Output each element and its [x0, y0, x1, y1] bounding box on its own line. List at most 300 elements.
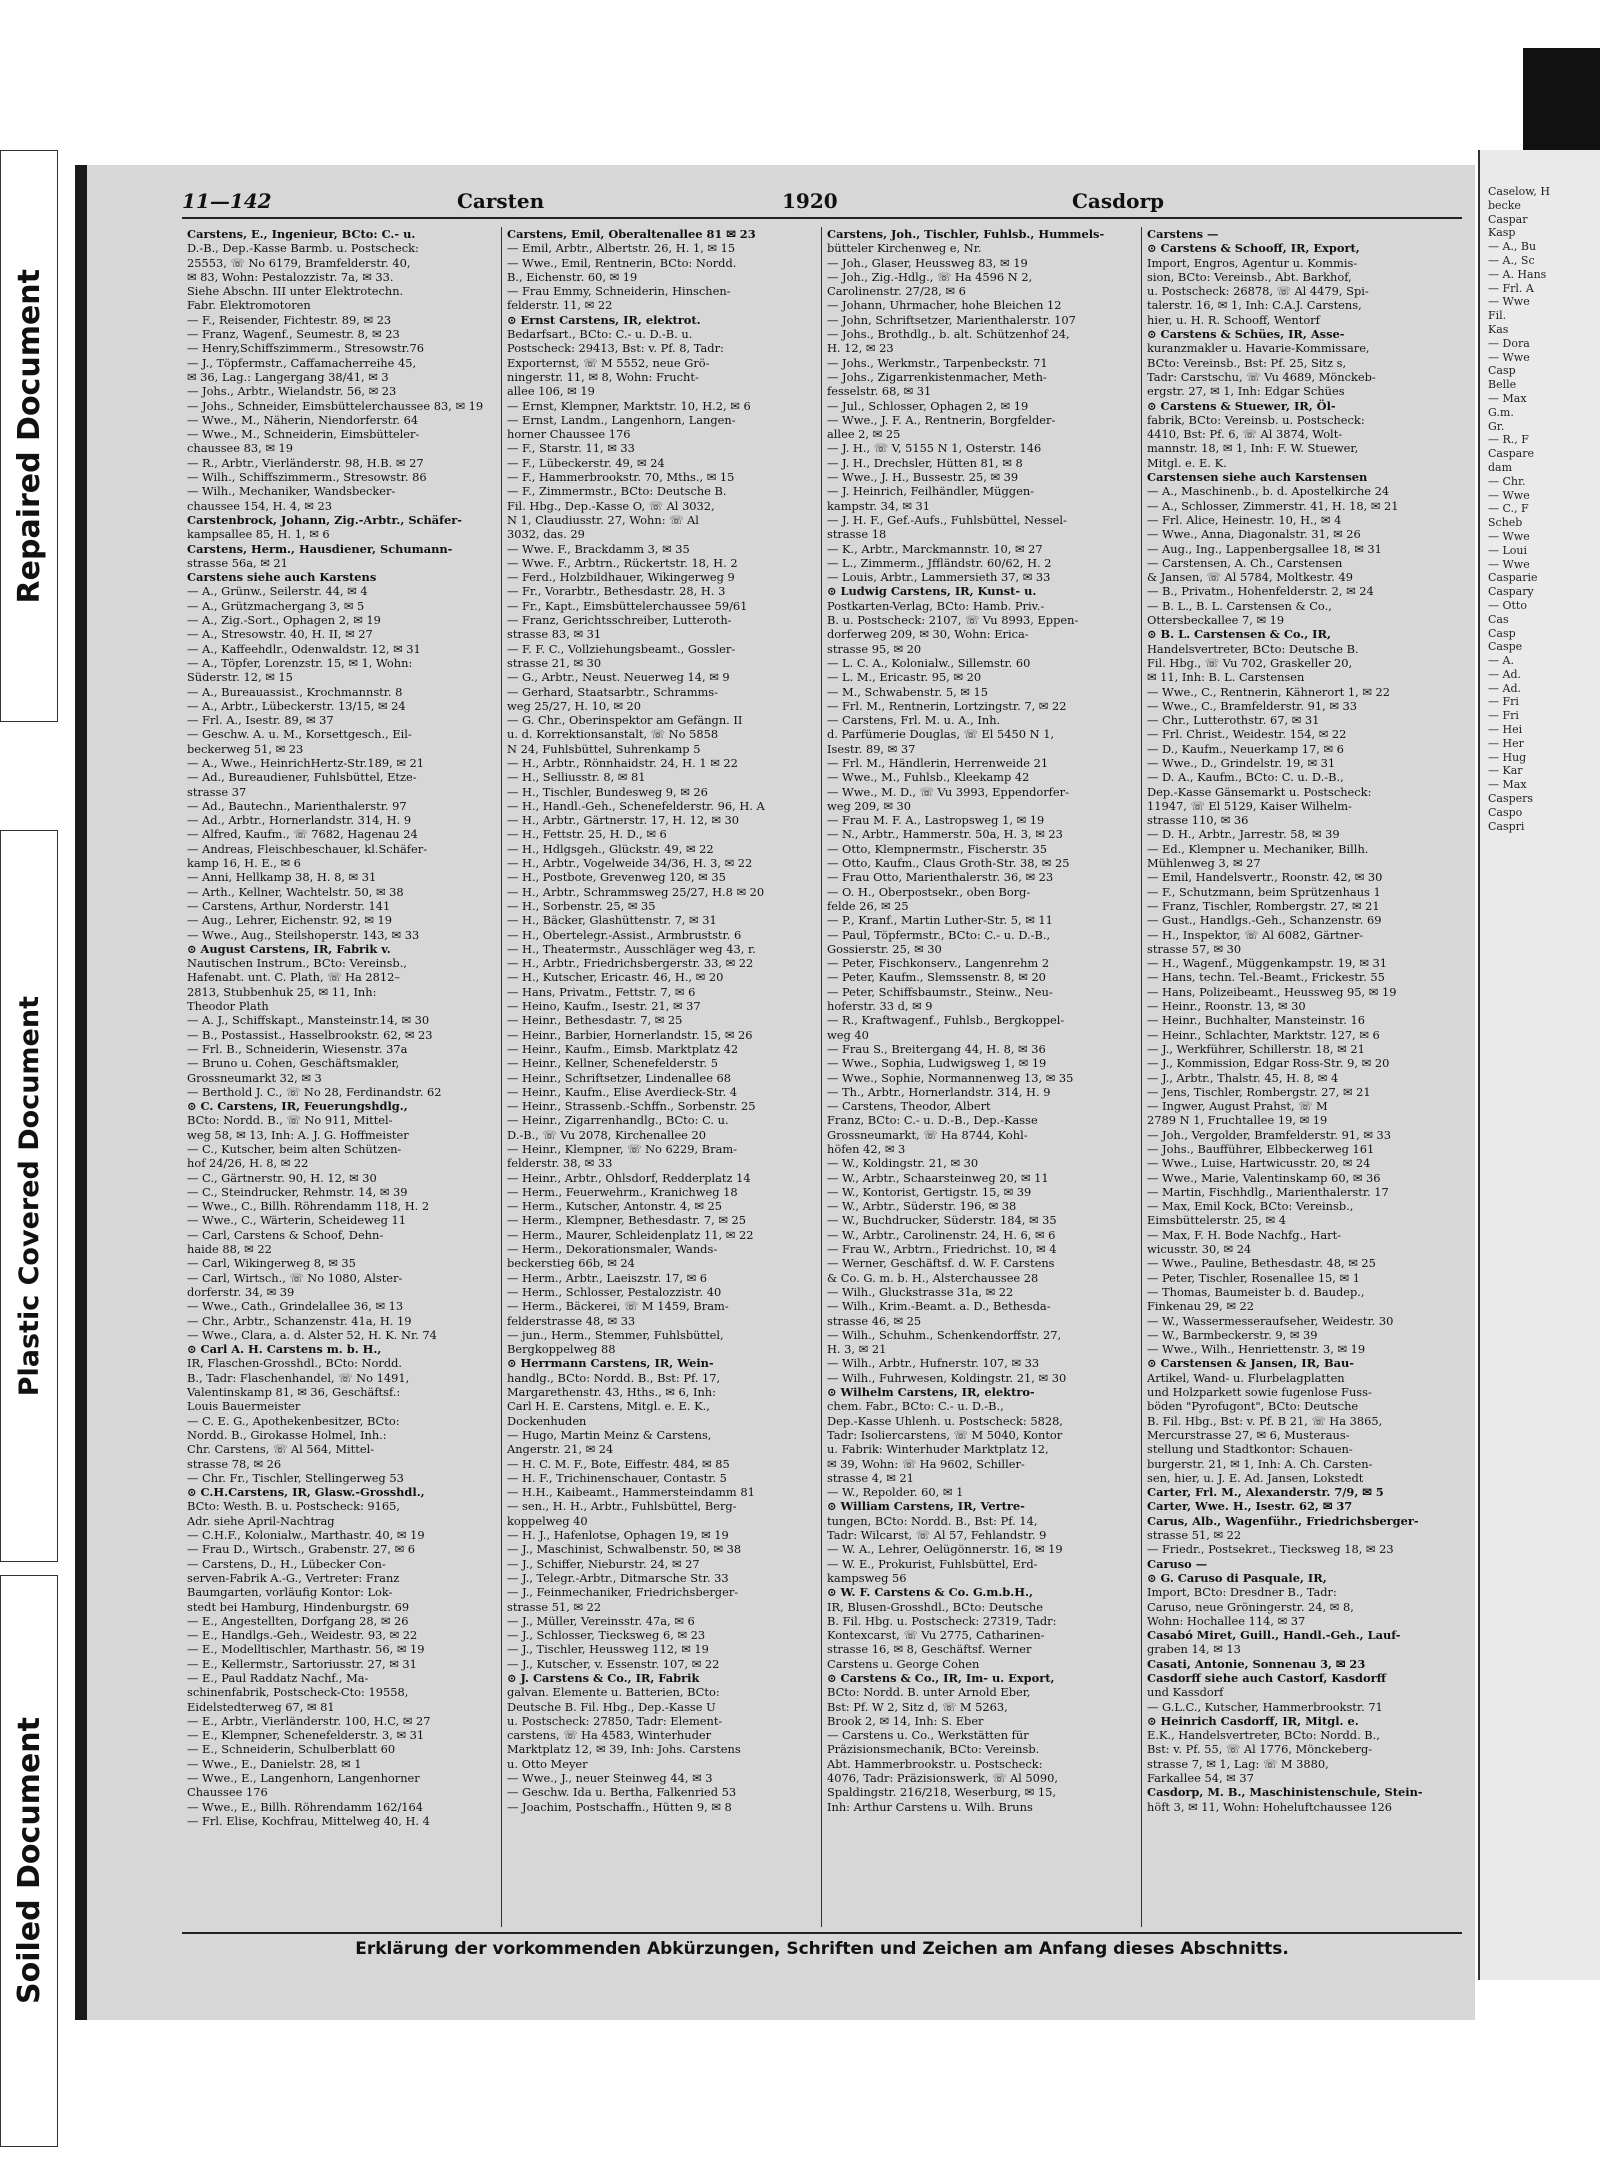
directory-entry: strasse 57, ✉ 30 — [1147, 941, 1242, 956]
column-2 — [502, 227, 822, 1927]
next-page-edge-line: — Wwe — [1488, 529, 1530, 543]
directory-entry: — Frl. Alice, Heinestr. 10, H., ✉ 4 — [1147, 512, 1342, 527]
directory-entry: ⊙ Ludwig Carstens, IR, Kunst- u. — [827, 584, 1037, 599]
directory-entry: höfen 42, ✉ 3 — [827, 1142, 906, 1156]
directory-entry: — H., Wagenf., Müggenkampstr. 19, ✉ 31 — [1147, 956, 1388, 971]
directory-entry: Fil. Hbg., ☏ Vu 702, Graskeller 20, — [1147, 655, 1353, 670]
directory-entry: Tadr: Wilcarst, ☏ Al 57, Fehlandstr. 9 — [827, 1528, 1047, 1543]
directory-entry: ✉ 11, Inh: B. L. Carstensen — [1147, 670, 1305, 685]
directory-entry: strasse 7, ✉ 1, Lag: ☏ M 3880, — [1147, 1756, 1329, 1771]
directory-entry: — Ad., Bureaudiener, Fuhlsbüttel, Etze- — [187, 770, 417, 785]
next-page-edge-line: Caspary — [1488, 585, 1534, 599]
next-page-edge-line: — Kar — [1488, 764, 1523, 778]
directory-entry: — H., Sorbenstr. 25, ✉ 35 — [507, 898, 656, 913]
directory-entry: kampstr. 34, ✉ 31 — [827, 498, 931, 513]
directory-entry: — H., Arbtr., Friedrichsbergerstr. 33, ✉ 22 — [507, 956, 754, 971]
next-page-edge — [1478, 150, 1600, 1980]
next-page-edge-line: — Fri — [1488, 695, 1519, 709]
directory-entry: — E., Angestellten, Dorfgang 28, ✉ 26 — [187, 1613, 409, 1628]
directory-entry: — Otto, Klempnermstr., Fischerstr. 35 — [827, 841, 1048, 856]
directory-entry: Kontexcarst, ☏ Vu 2775, Catharinen- — [827, 1628, 1045, 1643]
directory-entry: — Carl, Carstens & Schoof, Dehn- — [187, 1227, 384, 1242]
directory-entry: — Peter, Kaufm., Slemssenstr. 8, ✉ 20 — [827, 970, 1046, 985]
directory-entry: — Heinr., Roonstr. 13, ✉ 30 — [1147, 999, 1306, 1014]
directory-entry: — Johs., Werkmstr., Tarpenbeckstr. 71 — [827, 355, 1048, 370]
directory-entry: — F., Starstr. 11, ✉ 33 — [507, 441, 635, 456]
column-1 — [182, 227, 502, 1927]
directory-entry: — Louis, Arbtr., Lammersieth 37, ✉ 33 — [827, 570, 1051, 585]
directory-entry: — H., Arbtr., Rönnhaidstr. 24, H. 1 ✉ 22 — [507, 755, 738, 770]
directory-entry: — Wwe., C., Bramfelderstr. 91, ✉ 33 — [1147, 698, 1357, 713]
next-page-edge-line: — Wwe — [1488, 488, 1530, 502]
directory-entry: Abt. Hammerbrookstr. u. Postscheck: — [827, 1756, 1043, 1771]
directory-entry: ningerstr. 11, ✉ 8, Wohn: Frucht- — [507, 369, 699, 384]
next-page-edge-line: — A. Hans — [1488, 267, 1547, 281]
directory-entry: Ottersbeckallee 7, ✉ 19 — [1147, 613, 1285, 628]
directory-entry: — E., Modelltischler, Marthastr. 56, ✉ 19 — [187, 1642, 425, 1657]
year: 1920 — [782, 189, 838, 213]
directory-entry: 4410, Bst: Pf. 6, ☏ Al 3874, Wolt- — [1147, 427, 1343, 442]
label-repaired-document — [0, 150, 58, 722]
next-page-edge-line: — C., F — [1488, 502, 1529, 516]
next-page-edge-line: — Fri — [1488, 709, 1519, 723]
directory-entry: Siehe Abschn. III unter Elektrotechn. — [187, 284, 404, 299]
next-page-edge-line: — A. — [1488, 654, 1514, 668]
directory-entry: strasse 95, ✉ 20 — [827, 641, 922, 656]
directory-entry: — A., Töpfer, Lorenzstr. 15, ✉ 1, Wohn: — [187, 655, 413, 670]
directory-entry: Valentinskamp 81, ✉ 36, Geschäftsf.: — [187, 1385, 401, 1400]
directory-entry: kampsweg 56 — [827, 1570, 907, 1585]
directory-entry: — Max, Emil Kock, BCto: Vereinsb., — [1147, 1199, 1354, 1214]
directory-entry: bütteler Kirchenweg e, Nr. — [827, 241, 982, 256]
directory-entry: 3032, das. 29 — [507, 527, 585, 542]
directory-entry: — Jens, Tischler, Rombergstr. 27, ✉ 21 — [1147, 1084, 1371, 1099]
directory-entry: — Heinr., Zigarrenhandlg., BCto: C. u. — [507, 1113, 729, 1128]
directory-entry: — Johann, Uhrmacher, hohe Bleichen 12 — [827, 298, 1062, 313]
directory-entry: — Herm., Bäckerei, ☏ M 1459, Bram- — [507, 1299, 729, 1314]
label-soiled-text: Soiled Document — [11, 1717, 47, 2005]
directory-entry: hier, u. H. R. Schooff, Wentorf — [1147, 312, 1320, 327]
directory-entry: — Carstens, D., H., Lübecker Con- — [187, 1556, 386, 1571]
directory-entry: B. Fil. Hbg., Bst: v. Pf. B 21, ☏ Ha 3865, — [1147, 1413, 1383, 1428]
directory-entry: — Carstens, Frl. M. u. A., Inh. — [827, 713, 1001, 728]
directory-entry: — Wilh., Schuhm., Schenkendorffstr. 27, — [827, 1327, 1062, 1342]
directory-entry: B., Tadr: Flaschenhandel, ☏ No 1491, — [187, 1370, 410, 1385]
directory-entry: ⊙ Herrmann Carstens, IR, Wein- — [507, 1356, 714, 1371]
directory-entry: — Fr., Kapt., Eimsbüttelerchaussee 59/61 — [507, 598, 748, 613]
directory-entry: — F., Lübeckerstr. 49, ✉ 24 — [507, 455, 665, 470]
next-page-edge-line: Caspers — [1488, 792, 1534, 806]
directory-entry: Carter, Frl. M., Alexanderstr. 7/9, ✉ 5 — [1147, 1485, 1384, 1500]
directory-entry: — W., Wassermesseraufseher, Weidestr. 30 — [1147, 1313, 1394, 1328]
directory-entry: — Carl, Wirtsch., ☏ No 1080, Alster- — [187, 1270, 403, 1285]
directory-entry: — Chr., Arbtr., Schanzenstr. 41a, H. 19 — [187, 1313, 412, 1328]
directory-entry: D.-B., Dep.-Kasse Barmb. u. Postscheck: — [187, 241, 419, 256]
directory-page — [75, 165, 1475, 2020]
directory-entry: — Hans, Privatm., Fettstr. 7, ✉ 6 — [507, 984, 696, 999]
next-page-edge-line: Caspri — [1488, 819, 1525, 833]
directory-entry: — Herm., Arbtr., Laeiszstr. 17, ✉ 6 — [507, 1270, 707, 1285]
directory-entry: Tadr: Isoliercarstens, ☏ M 5040, Kontor — [827, 1427, 1063, 1442]
directory-entry: Casdorff siehe auch Castorf, Kasdorff — [1147, 1670, 1386, 1685]
directory-entry: Carstens siehe auch Karstens — [187, 570, 377, 585]
next-page-edge-line: G.m. — [1488, 405, 1514, 419]
directory-entry: felderstrasse 48, ✉ 33 — [507, 1313, 636, 1328]
directory-entry: — Frau D., Wirtsch., Grabenstr. 27, ✉ 6 — [187, 1542, 416, 1557]
directory-entry: — A. J., Schiffskapt., Mansteinstr.14, ✉ 30 — [187, 1013, 430, 1028]
directory-entry: — A., Grünw., Seilerstr. 44, ✉ 4 — [187, 584, 368, 599]
directory-entry: Marktplatz 12, ✉ 39, Inh: Johs. Carstens — [507, 1742, 741, 1757]
directory-entry: — Max, F. H. Bode Nachfg., Hart- — [1147, 1227, 1341, 1242]
label-plastic-text: Plastic Covered Document — [13, 995, 45, 1397]
directory-entry: Nautischen Instrum., BCto: Vereinsb., — [187, 956, 407, 971]
directory-entry: ⊙ Carstensen & Jansen, IR, Bau- — [1147, 1356, 1354, 1371]
directory-entry: — W., Arbtr., Schaarsteinweg 20, ✉ 11 — [827, 1170, 1049, 1185]
directory-entry: Isestr. 89, ✉ 37 — [827, 741, 916, 756]
directory-entry: — Johs., Arbtr., Wielandstr. 56, ✉ 23 — [187, 384, 397, 399]
directory-entry: — G.L.C., Kutscher, Hammerbrookstr. 71 — [1147, 1699, 1383, 1714]
directory-entry: — D. H., Arbtr., Jarrestr. 58, ✉ 39 — [1147, 827, 1340, 842]
directory-entry: haide 88, ✉ 22 — [187, 1242, 272, 1257]
next-page-edge-line: Caselow, H — [1488, 185, 1550, 198]
directory-entry: — Wwe., Clara, a. d. Alster 52, H. K. Nr. 74 — [187, 1327, 437, 1342]
directory-entry: — J. H., ☏ V, 5155 N 1, Osterstr. 146 — [827, 441, 1042, 456]
directory-entry: kamp 16, H. E., ✉ 6 — [187, 856, 301, 871]
directory-entry: 2813, Stubbenhuk 25, ✉ 11, Inh: — [187, 984, 377, 999]
directory-entry: galvan. Elemente u. Batterien, BCto: — [507, 1685, 720, 1700]
directory-entry: IR, Flaschen-Grosshdl., BCto: Nordd. — [187, 1356, 403, 1371]
directory-entry: Artikel, Wand- u. Flurbelagplatten — [1147, 1370, 1345, 1385]
directory-entry: B., Eichenstr. 60, ✉ 19 — [507, 269, 638, 284]
running-name-left: Carsten — [457, 189, 545, 213]
directory-entry: N 1, Claudiusstr. 27, Wohn: ☏ Al — [507, 512, 699, 527]
directory-entry: — L. M., Ericastr. 95, ✉ 20 — [827, 670, 982, 685]
directory-entry: mannstr. 18, ✉ 1, Inh: F. W. Stuewer, — [1147, 441, 1359, 456]
directory-entry: felderstr. 11, ✉ 22 — [507, 298, 613, 313]
directory-entry: — Emil, Handelsvertr., Roonstr. 42, ✉ 30 — [1147, 870, 1383, 885]
directory-entry: — Herm., Kutscher, Antonstr. 4, ✉ 25 — [507, 1199, 723, 1214]
directory-entry: — W. A., Lehrer, Oelügönnerstr. 16, ✉ 19 — [827, 1542, 1063, 1557]
directory-entry: — R., Arbtr., Vierländerstr. 98, H.B. ✉ 27 — [187, 455, 424, 470]
directory-entry: — Wwe., C., Billh. Röhrendamm 118, H. 2 — [187, 1199, 430, 1214]
directory-entry: carstens, ☏ Ha 4583, Winterhuder — [507, 1728, 712, 1743]
directory-entry: Carus, Alb., Wagenführ., Friedrichsberger- — [1147, 1513, 1419, 1528]
directory-entry: Finkenau 29, ✉ 22 — [1147, 1299, 1255, 1314]
directory-entry: Casabó Miret, Guill., Handl.-Geh., Lauf- — [1147, 1628, 1401, 1643]
directory-entry: — Wwe., D., Grindelstr. 19, ✉ 31 — [1147, 755, 1336, 770]
directory-entry: u. Postscheck: 27850, Tadr: Element- — [507, 1713, 723, 1728]
directory-entry: — L., Zimmerm., Jffländstr. 60/62, H. 2 — [827, 555, 1052, 570]
label-plastic-covered-document — [0, 830, 58, 1562]
directory-entry: Mitgl. e. E. K. — [1147, 455, 1227, 470]
directory-entry: — G. Chr., Oberinspektor am Gefängn. II — [507, 713, 743, 728]
entry-columns — [182, 227, 1462, 1927]
directory-entry: — Heinr., Buchhalter, Mansteinstr. 16 — [1147, 1013, 1365, 1028]
directory-entry: — Henry,Schiffszimmerm., Stresowstr.76 — [187, 341, 424, 356]
directory-entry: — H., Obertelegr.-Assist., Armbruststr. 6 — [507, 927, 742, 942]
directory-entry: — W., Koldingstr. 21, ✉ 30 — [827, 1156, 979, 1171]
directory-entry: — Franz, Gerichtsschreiber, Lutteroth- — [507, 613, 732, 628]
directory-entry: Louis Bauermeister — [187, 1399, 301, 1414]
directory-entry: hoferstr. 33 d, ✉ 9 — [827, 999, 933, 1014]
directory-entry: — Wwe., Marie, Valentinskamp 60, ✉ 36 — [1147, 1170, 1381, 1185]
directory-entry: — J. Heinrich, Feilhändler, Müggen- — [827, 484, 1035, 499]
directory-entry: weg 209, ✉ 30 — [827, 798, 912, 813]
directory-entry: — B., Privatm., Hohenfelderstr. 2, ✉ 24 — [1147, 584, 1374, 599]
next-page-edge-line: — Ad. — [1488, 681, 1521, 695]
directory-entry: — J., Schiffer, Nieburstr. 24, ✉ 27 — [507, 1556, 700, 1571]
directory-entry: — Wwe. F., Brackdamm 3, ✉ 35 — [507, 541, 690, 556]
next-page-edge-line: — Otto — [1488, 598, 1527, 612]
directory-entry: u. Fabrik: Winterhuder Marktplatz 12, — [827, 1442, 1049, 1457]
directory-entry: — H., Handl.-Geh., Schenefelderstr. 96, H. A — [507, 798, 765, 813]
directory-entry: — H., Inspektor, ☏ Al 6082, Gärtner- — [1147, 927, 1364, 942]
directory-entry: BCto: Westh. B. u. Postscheck: 9165, — [187, 1499, 401, 1514]
directory-entry: — H. F., Trichinenschauer, Contastr. 5 — [507, 1470, 727, 1485]
directory-entry: Carstensen siehe auch Karstensen — [1147, 470, 1368, 485]
directory-entry: — A., Zig.-Sort., Ophagen 2, ✉ 19 — [187, 613, 381, 628]
directory-entry: — sen., H. H., Arbtr., Fuhlsbüttel, Berg- — [507, 1499, 737, 1514]
next-page-edge-line: — Wwe — [1488, 350, 1530, 364]
next-page-edge-line: — Max — [1488, 778, 1527, 792]
directory-entry: — Wwe., J. H., Bussestr. 25, ✉ 39 — [827, 470, 1019, 485]
directory-entry: fabrik, BCto: Vereinsb. u. Postscheck: — [1147, 412, 1365, 427]
running-head — [97, 187, 1467, 221]
directory-entry: — C., Gärtnerstr. 90, H. 12, ✉ 30 — [187, 1170, 377, 1185]
directory-entry: — Frl. Christ., Weidestr. 154, ✉ 22 — [1147, 727, 1347, 742]
directory-entry: — Heinr., Klempner, ☏ No 6229, Bram- — [507, 1142, 738, 1156]
directory-entry: — Wwe., Sophie, Normannenweg 13, ✉ 35 — [827, 1070, 1074, 1085]
directory-entry: schinenfabrik, Postscheck-Cto: 19558, — [187, 1685, 409, 1700]
directory-entry: graben 14, ✉ 13 — [1147, 1642, 1241, 1657]
directory-entry: — C., Kutscher, beim alten Schützen- — [187, 1142, 402, 1156]
directory-entry: und Holzparkett sowie fugenlose Fuss- — [1147, 1385, 1372, 1400]
directory-entry: Grossneumarkt, ☏ Ha 8744, Kohl- — [827, 1127, 1028, 1142]
directory-entry: strasse 37 — [187, 784, 247, 799]
directory-entry: — H., Arbtr., Gärtnerstr. 17, H. 12, ✉ 30 — [507, 813, 739, 828]
directory-entry: — Gust., Handlgs.-Geh., Schanzenstr. 69 — [1147, 913, 1382, 928]
directory-entry: & Jansen, ☏ Al 5784, Moltkestr. 49 — [1147, 570, 1353, 585]
directory-entry: Postkarten-Verlag, BCto: Hamb. Priv.- — [827, 598, 1045, 613]
directory-entry: — Friedr., Postsekret., Tiecksweg 18, ✉ 23 — [1147, 1542, 1394, 1557]
directory-entry: — Hugo, Martin Meinz & Carstens, — [507, 1427, 712, 1442]
directory-entry: — Peter, Tischler, Rosenallee 15, ✉ 1 — [1147, 1270, 1360, 1285]
directory-entry: Bst: v. Pf. 55, ☏ Al 1776, Mönckeberg- — [1147, 1742, 1373, 1757]
directory-entry: — Frl. M., Rentnerin, Lortzingstr. 7, ✉ 22 — [827, 698, 1067, 713]
directory-entry: ⊙ Carl A. H. Carstens m. b. H., — [187, 1342, 382, 1357]
directory-entry: — Hans, techn. Tel.-Beamt., Frickestr. 55 — [1147, 970, 1385, 985]
directory-entry: Gossierstr. 25, ✉ 30 — [827, 941, 942, 956]
directory-entry: — H., Selliusstr. 8, ✉ 81 — [507, 770, 646, 785]
directory-entry: — B., Postassist., Hasselbrookstr. 62, ✉ 23 — [187, 1027, 433, 1042]
directory-entry: — Aug., Ing., Lappenbergsallee 18, ✉ 31 — [1147, 541, 1382, 556]
directory-entry: Deutsche B. Fil. Hbg., Dep.-Kasse U — [507, 1699, 716, 1714]
running-name-right: Casdorp — [1072, 189, 1164, 213]
directory-entry: Mühlenweg 3, ✉ 27 — [1147, 856, 1261, 871]
directory-entry: — Wwe., C., Rentnerin, Kähnerort 1, ✉ 22 — [1147, 684, 1391, 699]
directory-entry: — W., Repolder. 60, ✉ 1 — [827, 1485, 964, 1500]
directory-entry: — A., Kaffeehdlr., Odenwaldstr. 12, ✉ 31 — [187, 641, 421, 656]
directory-entry: — F., Hammerbrookstr. 70, Mths., ✉ 15 — [507, 470, 735, 485]
directory-entry: Wohn: Hochallee 114, ✉ 37 — [1147, 1613, 1306, 1628]
directory-entry: strasse 78, ✉ 26 — [187, 1456, 282, 1471]
directory-entry: — Herm., Klempner, Bethesdastr. 7, ✉ 25 — [507, 1213, 746, 1228]
directory-entry: — J., Arbtr., Thalstr. 45, H. 8, ✉ 4 — [1147, 1070, 1339, 1085]
directory-entry: hof 24/26, H. 8, ✉ 22 — [187, 1156, 309, 1171]
directory-entry: — E., Schneiderin, Schulberblatt 60 — [187, 1742, 396, 1757]
directory-entry: — O. H., Oberpostsekr., oben Borg- — [827, 884, 1031, 899]
directory-entry: — Frau S., Breitergang 44, H. 8, ✉ 36 — [827, 1041, 1046, 1056]
directory-entry: — H., Kutscher, Ericastr. 46, H., ✉ 20 — [507, 970, 724, 985]
directory-entry: und Kassdorf — [1147, 1685, 1224, 1700]
page-top-margin — [0, 0, 1600, 48]
directory-entry: Margarethenstr. 43, Hths., ✉ 6, Inh: — [507, 1385, 716, 1400]
directory-entry: — Franz, Wagenf., Seumestr. 8, ✉ 23 — [187, 327, 400, 342]
directory-entry: Bedarfsart., BCto: C.- u. D.-B. u. — [507, 327, 693, 342]
directory-entry: — Heinr., Kaufm., Eimsb. Marktplatz 42 — [507, 1041, 739, 1056]
directory-entry: — F., Zimmermstr., BCto: Deutsche B. — [507, 484, 727, 499]
directory-entry: — H., Bäcker, Glashüttenstr. 7, ✉ 31 — [507, 913, 717, 928]
directory-entry: — J., Telegr.-Arbtr., Ditmarsche Str. 33 — [507, 1570, 729, 1585]
directory-entry: Mercurstrasse 27, ✉ 6, Musteraus- — [1147, 1427, 1350, 1442]
directory-entry: Dep.-Kasse Uhlenh. u. Postscheck: 5828, — [827, 1413, 1063, 1428]
directory-entry: dorferstr. 34, ✉ 39 — [187, 1284, 295, 1299]
directory-entry: ⊙ Carstens & Co., IR, Im- u. Export, — [827, 1670, 1055, 1685]
directory-entry: ⊙ J. Carstens & Co., IR, Fabrik — [507, 1670, 700, 1685]
directory-entry: — H., Arbtr., Schrammsweg 25/27, H.8 ✉ 20 — [507, 884, 765, 899]
directory-entry: — Heinr., Schlachter, Marktstr. 127, ✉ 6 — [1147, 1027, 1380, 1042]
directory-entry: — W., Buchdrucker, Süderstr. 184, ✉ 35 — [827, 1213, 1057, 1228]
directory-entry: ⊙ Carstens & Schooff, IR, Export, — [1147, 241, 1360, 256]
directory-entry: — H., Tischler, Bundesweg 9, ✉ 26 — [507, 784, 708, 799]
directory-entry: strasse 16, ✉ 8, Geschäftsf. Werner — [827, 1642, 1032, 1657]
directory-entry: Inh: Arthur Carstens u. Wilh. Bruns — [827, 1799, 1033, 1814]
directory-entry: ⊙ C.H.Carstens, IR, Glasw.-Grosshdl., — [187, 1485, 425, 1500]
directory-entry: — J. H., Drechsler, Hütten 81, ✉ 8 — [827, 455, 1023, 470]
directory-entry: allee 106, ✉ 19 — [507, 384, 595, 399]
directory-entry: — Wilh., Schiffszimmerm., Stresowstr. 86 — [187, 470, 427, 485]
directory-entry: Import, BCto: Dresdner B., Tadr: — [1147, 1585, 1337, 1600]
directory-entry: — Wwe., Pauline, Bethesdastr. 48, ✉ 25 — [1147, 1256, 1376, 1271]
directory-entry: ⊙ Wilhelm Carstens, IR, elektro- — [827, 1385, 1035, 1400]
next-page-edge-line: Kas — [1488, 322, 1509, 336]
page-number: 11—142 — [182, 189, 272, 213]
directory-entry: chaussee 83, ✉ 19 — [187, 441, 294, 456]
directory-entry: — Frau M. F. A., Lastropsweg 1, ✉ 19 — [827, 813, 1045, 828]
directory-entry: — Heinr., Kellner, Schenefelderstr. 5 — [507, 1056, 718, 1071]
directory-entry: — J., Schlosser, Tiecksweg 6, ✉ 23 — [507, 1628, 706, 1643]
next-page-edge-line: Scheb — [1488, 516, 1523, 530]
column-3 — [822, 227, 1142, 1927]
directory-entry: fesselstr. 68, ✉ 31 — [827, 384, 932, 399]
directory-entry: — W. E., Prokurist, Fuhlsbüttel, Erd- — [827, 1556, 1038, 1571]
directory-entry: ⊙ Ernst Carstens, IR, elektrot. — [507, 312, 701, 327]
directory-entry: — J., Töpfermstr., Caffamacherreihe 45, — [187, 355, 417, 370]
directory-entry: — A., Schlosser, Zimmerstr. 41, H. 18, ✉ 21 — [1147, 498, 1399, 513]
directory-entry: — Frl. B., Schneiderin, Wiesenstr. 37a — [187, 1041, 408, 1056]
directory-entry: — J., Feinmechaniker, Friedrichsberger- — [507, 1585, 739, 1600]
directory-entry: — F., Reisender, Fichtestr. 89, ✉ 23 — [187, 312, 392, 327]
next-page-edge-line: — R., F — [1488, 433, 1529, 447]
directory-entry: B. Fil. Hbg. u. Postscheck: 27319, Tadr: — [827, 1613, 1057, 1628]
directory-entry: — E., Handlgs.-Geh., Weidestr. 93, ✉ 22 — [187, 1628, 418, 1643]
next-page-edge-lines — [1480, 185, 1600, 833]
directory-entry: — John, Schriftsetzer, Marienthalerstr. 107 — [827, 312, 1076, 327]
directory-entry: weg 25/27, H. 10, ✉ 20 — [507, 698, 642, 713]
directory-entry: — Chr., Lutterothstr. 67, ✉ 31 — [1147, 713, 1320, 728]
directory-entry: — Emil, Arbtr., Albertstr. 26, H. 1, ✉ 15 — [507, 241, 736, 256]
directory-entry: beckerweg 51, ✉ 23 — [187, 741, 304, 756]
header-rule — [182, 217, 1462, 219]
directory-entry: strasse 21, ✉ 30 — [507, 655, 602, 670]
directory-entry: — Heinr., Kaufm., Elise Averdieck-Str. 4 — [507, 1084, 738, 1099]
directory-entry: chaussee 154, H. 4, ✉ 23 — [187, 498, 332, 513]
directory-entry: E.K., Handelsvertreter, BCto: Nordd. B., — [1147, 1728, 1380, 1743]
directory-entry: Casati, Antonie, Sonnenau 3, ✉ 23 — [1147, 1656, 1366, 1671]
directory-entry: Carstens, Herm., Hausdiener, Schumann- — [187, 541, 453, 556]
directory-entry: — Wwe. F., Arbtrn., Rückertstr. 18, H. 2 — [507, 555, 738, 570]
directory-entry: & Co. G. m. b. H., Alsterchaussee 28 — [827, 1270, 1039, 1285]
directory-entry: — W., Arbtr., Süderstr. 196, ✉ 38 — [827, 1199, 1017, 1214]
directory-entry: — Heinr., Schriftsetzer, Lindenallee 68 — [507, 1070, 732, 1085]
directory-entry: strasse 56a, ✉ 21 — [187, 555, 288, 570]
next-page-edge-line: — Her — [1488, 736, 1524, 750]
directory-entry: — N., Arbtr., Hammerstr. 50a, H. 3, ✉ 23 — [827, 827, 1063, 842]
directory-entry: — Wwe., Sophia, Ludwigsweg 1, ✉ 19 — [827, 1056, 1047, 1071]
directory-entry: Postscheck: 29413, Bst: v. Pf. 8, Tadr: — [507, 341, 724, 356]
next-page-edge-line: dam — [1488, 460, 1513, 474]
directory-entry: — Otto, Kaufm., Claus Groth-Str. 38, ✉ 25 — [827, 856, 1070, 871]
directory-entry: Handelsvertreter, BCto: Deutsche B. — [1147, 641, 1359, 656]
directory-entry: 11947, ☏ El 5129, Kaiser Wilhelm- — [1147, 798, 1352, 813]
directory-entry: — Martin, Fischhdlg., Marienthalerstr. 17 — [1147, 1184, 1389, 1199]
directory-entry: Grossneumarkt 32, ✉ 3 — [187, 1070, 322, 1085]
directory-entry: — Wwe., E., Billh. Röhrendamm 162/164 — [187, 1799, 424, 1814]
directory-entry: — E., Paul Raddatz Nachf., Ma- — [187, 1670, 369, 1685]
directory-entry: — Heinr., Barbier, Hornerlandstr. 15, ✉ 26 — [507, 1027, 753, 1042]
directory-entry: strasse 83, ✉ 31 — [507, 627, 602, 642]
directory-entry: — Herm., Schlosser, Pestalozzistr. 40 — [507, 1284, 722, 1299]
directory-entry: felderstr. 38, ✉ 33 — [507, 1156, 613, 1171]
directory-entry: — H., Hdlgsgeh., Glückstr. 49, ✉ 22 — [507, 841, 714, 856]
directory-entry: — Ingwer, August Prahst, ☏ M — [1147, 1099, 1328, 1114]
directory-entry: — Ernst, Klempner, Marktstr. 10, H.2, ✉ 6 — [507, 398, 751, 413]
directory-entry: — Wwe., E., Danielstr. 28, ✉ 1 — [187, 1756, 362, 1771]
directory-entry: — Andreas, Fleischbeschauer, kl.Schäfer- — [187, 841, 428, 856]
directory-entry: Carter, Wwe. H., Isestr. 62, ✉ 37 — [1147, 1499, 1353, 1514]
directory-entry: — Hans, Polizeibeamt., Heussweg 95, ✉ 19 — [1147, 984, 1397, 999]
directory-entry: — J. H. F., Gef.-Aufs., Fuhlsbüttel, Nessel- — [827, 512, 1067, 527]
directory-entry: Fil. Hbg., Dep.-Kasse O, ☏ Al 3032, — [507, 498, 715, 513]
directory-entry: allee 2, ✉ 25 — [827, 427, 901, 442]
next-page-edge-line: — A., Sc — [1488, 253, 1535, 267]
directory-entry: — Ad., Arbtr., Hornerlandstr. 314, H. 9 — [187, 813, 412, 828]
directory-entry: serven-Fabrik A.-G., Vertreter: Franz — [187, 1570, 400, 1585]
directory-entry: — Wwe., E., Langenhorn, Langenhorner — [187, 1771, 420, 1786]
directory-entry: Caruso — — [1147, 1556, 1208, 1571]
directory-entry: — Carstens, Theodor, Albert — [827, 1099, 991, 1114]
directory-entry: felde 26, ✉ 25 — [827, 898, 909, 913]
directory-entry: strasse 51, ✉ 22 — [1147, 1528, 1242, 1543]
directory-entry: ⊙ C. Carstens, IR, Feuerungshdlg., — [187, 1099, 408, 1114]
directory-entry: H. 12, ✉ 23 — [827, 341, 894, 356]
directory-entry: — Geschw. A. u. M., Korsettgesch., Eil- — [187, 727, 412, 742]
directory-entry: — Herm., Feuerwehrm., Kranichweg 18 — [507, 1184, 738, 1199]
directory-entry: dorferweg 209, ✉ 30, Wohn: Erica- — [827, 627, 1029, 642]
next-page-edge-line: Caspar — [1488, 212, 1528, 226]
directory-entry: Import, Engros, Agentur u. Kommis- — [1147, 255, 1358, 270]
directory-entry: strasse 4, ✉ 21 — [827, 1470, 914, 1485]
